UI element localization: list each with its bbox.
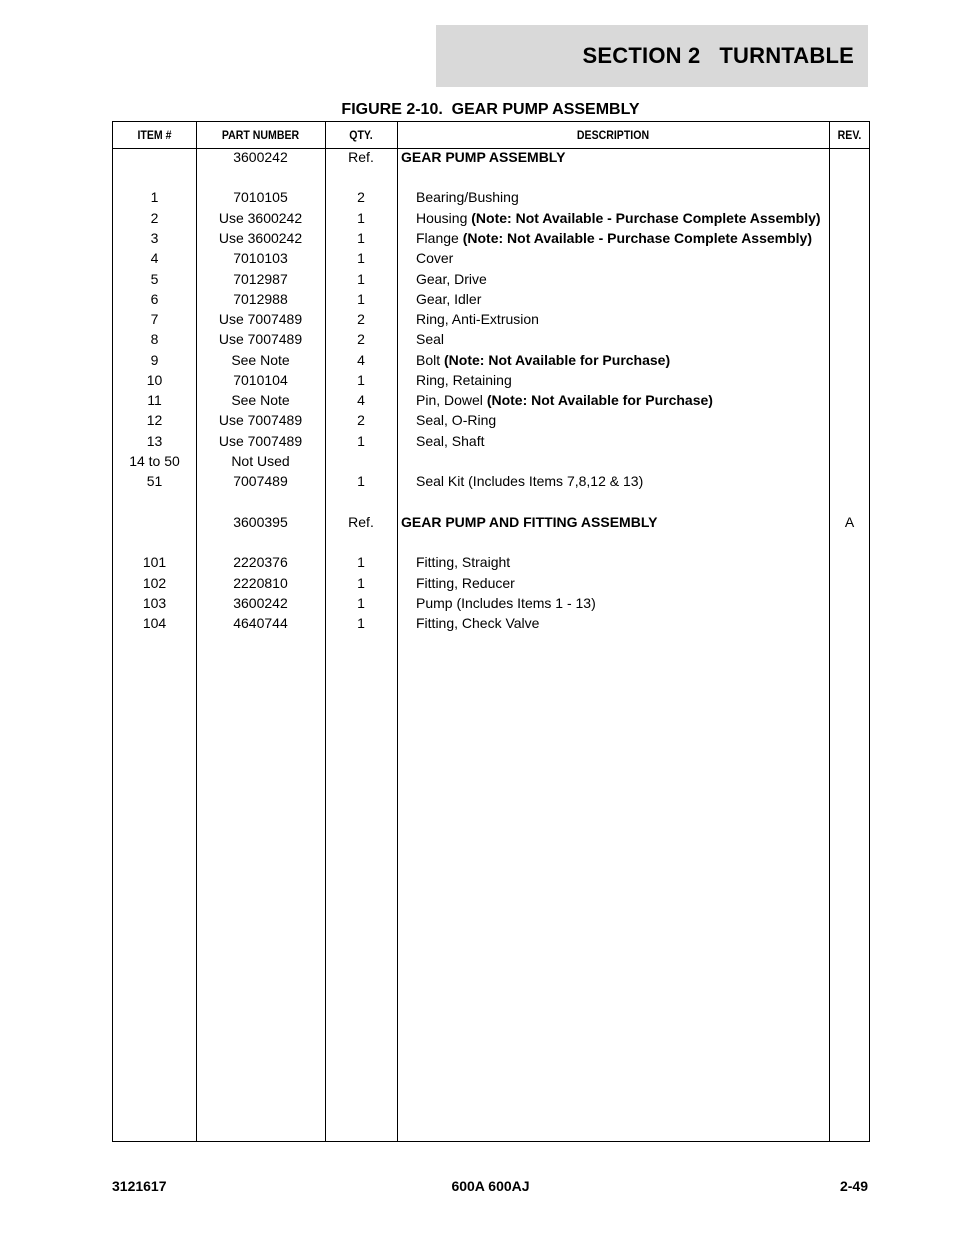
quantity: 1	[357, 230, 365, 246]
column-header-description: DESCRIPTION	[576, 128, 650, 142]
revision: A	[844, 514, 855, 530]
item-number: 51	[146, 473, 163, 489]
table-row	[113, 187, 869, 207]
column-header-item: ITEM #	[137, 128, 172, 142]
table-row	[113, 512, 869, 532]
description	[416, 228, 844, 248]
table-row	[113, 228, 869, 248]
part-number: Use 3600242	[218, 230, 303, 246]
section-header	[436, 25, 868, 87]
part-number: 7010103	[233, 250, 288, 266]
description	[416, 613, 844, 633]
quantity: 4	[357, 392, 365, 408]
table-row	[113, 573, 869, 593]
item-number: 2	[150, 210, 159, 226]
description	[416, 309, 844, 329]
description	[416, 248, 844, 268]
part-number: 2220810	[233, 575, 288, 591]
description-text: Gear, Drive	[416, 271, 487, 287]
description	[416, 370, 844, 390]
description	[416, 471, 844, 491]
item-number: 4	[150, 250, 159, 266]
table-row	[113, 289, 869, 309]
part-number: 3600395	[233, 514, 288, 530]
table-row	[113, 309, 869, 329]
part-number: 2220376	[233, 554, 288, 570]
description-text: Seal, O-Ring	[416, 412, 497, 428]
part-number: 4640744	[233, 615, 288, 631]
item-number: 1	[150, 189, 159, 205]
table-row	[113, 350, 869, 370]
table-row	[113, 370, 869, 390]
description	[416, 410, 844, 430]
part-number: Use 7007489	[218, 331, 303, 347]
item-number: 10	[146, 372, 163, 388]
table-row	[113, 329, 869, 349]
quantity: 1	[357, 271, 365, 287]
quantity: 1	[357, 615, 365, 631]
column-header-rev: REV.	[837, 128, 862, 142]
description	[416, 593, 844, 613]
table-row	[113, 390, 869, 410]
description	[401, 147, 829, 167]
part-number: 3600242	[233, 595, 288, 611]
table-row	[113, 248, 869, 268]
description-text: Ring, Retaining	[416, 372, 512, 388]
quantity: 1	[357, 291, 365, 307]
table-row	[113, 613, 869, 633]
description-note: (Note: Not Available for Purchase)	[444, 352, 671, 368]
description	[416, 390, 844, 410]
description-text: Seal, Shaft	[416, 433, 485, 449]
description-text: Cover	[416, 250, 454, 266]
quantity: 1	[357, 554, 365, 570]
part-number: Use 7007489	[218, 433, 303, 449]
item-number: 104	[142, 615, 167, 631]
item-number: 6	[150, 291, 159, 307]
quantity: 1	[357, 210, 365, 226]
quantity: Ref.	[348, 514, 374, 530]
description-text: Fitting, Straight	[416, 554, 511, 570]
table-row	[113, 147, 869, 167]
description	[416, 573, 844, 593]
description-note: GEAR PUMP ASSEMBLY	[401, 149, 566, 165]
quantity: 1	[357, 473, 365, 489]
quantity: 1	[357, 575, 365, 591]
quantity: 2	[357, 189, 365, 205]
quantity: 1	[357, 433, 365, 449]
description-text: Fitting, Reducer	[416, 575, 515, 591]
description	[401, 512, 829, 532]
item-number: 9	[150, 352, 159, 368]
quantity: Ref.	[348, 149, 374, 165]
description	[416, 350, 844, 370]
description-text: Bearing/Bushing	[416, 189, 519, 205]
item-number: 8	[150, 331, 159, 347]
description	[416, 431, 844, 451]
item-number: 12	[146, 412, 163, 428]
item-number: 14 to 50	[129, 453, 180, 469]
description-text: Flange	[416, 230, 463, 246]
part-number: 7007489	[233, 473, 288, 489]
part-number: 7012988	[233, 291, 288, 307]
quantity: 1	[357, 250, 365, 266]
column-header-qty: QTY.	[349, 128, 373, 142]
item-number: 13	[146, 433, 163, 449]
item-number: 102	[142, 575, 167, 591]
table-row	[113, 410, 869, 430]
table-row	[113, 593, 869, 613]
item-number: 101	[142, 554, 167, 570]
description	[416, 552, 844, 572]
table-row	[113, 431, 869, 451]
description-text: Gear, Idler	[416, 291, 482, 307]
table-row	[113, 471, 869, 491]
part-number: 7010105	[233, 189, 288, 205]
quantity: 1	[357, 595, 365, 611]
part-number: Use 3600242	[218, 210, 303, 226]
description-text: Ring, Anti-Extrusion	[416, 311, 539, 327]
part-number: 3600242	[233, 149, 288, 165]
quantity: 2	[357, 412, 365, 428]
part-number: See Note	[231, 352, 290, 368]
footer-page-number: 2-49	[839, 1178, 868, 1194]
part-number: See Note	[231, 392, 290, 408]
quantity: 2	[357, 331, 365, 347]
item-number: 11	[147, 392, 162, 408]
quantity: 1	[357, 372, 365, 388]
part-number: Use 7007489	[218, 412, 303, 428]
description-text: Fitting, Check Valve	[416, 615, 540, 631]
table-row	[113, 552, 869, 572]
part-number: Not Used	[231, 453, 290, 469]
item-number: 103	[142, 595, 167, 611]
description-text: Pump (Includes Items 1 - 13)	[416, 595, 596, 611]
part-number: 7012987	[233, 271, 288, 287]
description-text: Pin, Dowel	[416, 392, 487, 408]
item-number: 5	[150, 271, 159, 287]
description-text: Bolt	[416, 352, 445, 368]
footer-doc-number: 3121617	[112, 1178, 167, 1194]
item-number: 3	[150, 230, 159, 246]
description-note: GEAR PUMP AND FITTING ASSEMBLY	[401, 514, 658, 530]
table-row	[113, 451, 869, 471]
figure-title: FIGURE 2-10. GEAR PUMP ASSEMBLY	[341, 101, 640, 118]
description-text: Seal	[416, 331, 445, 347]
description-text: Seal Kit (Includes Items 7,8,12 & 13)	[416, 473, 644, 489]
item-number: 7	[150, 311, 159, 327]
description-note: (Note: Not Available for Purchase)	[486, 392, 713, 408]
quantity: 4	[357, 352, 365, 368]
part-number: 7010104	[233, 372, 288, 388]
description-text: Housing	[416, 210, 472, 226]
description	[416, 269, 844, 289]
description-note: (Note: Not Available - Purchase Complete Assembly)	[462, 230, 813, 246]
description	[416, 208, 844, 228]
description	[416, 187, 844, 207]
column-header-part-number: PART NUMBER	[221, 128, 300, 142]
description-note: (Note: Not Available - Purchase Complete Assembly)	[471, 210, 821, 226]
table-row	[113, 208, 869, 228]
parts-table	[112, 121, 870, 1142]
description	[416, 289, 844, 309]
part-number: Use 7007489	[218, 311, 303, 327]
section-title: SECTION 2 TURNTABLE	[582, 43, 854, 68]
quantity: 2	[357, 311, 365, 327]
description	[416, 329, 844, 349]
footer-model: 600A 600AJ	[451, 1178, 530, 1194]
table-row	[113, 269, 869, 289]
